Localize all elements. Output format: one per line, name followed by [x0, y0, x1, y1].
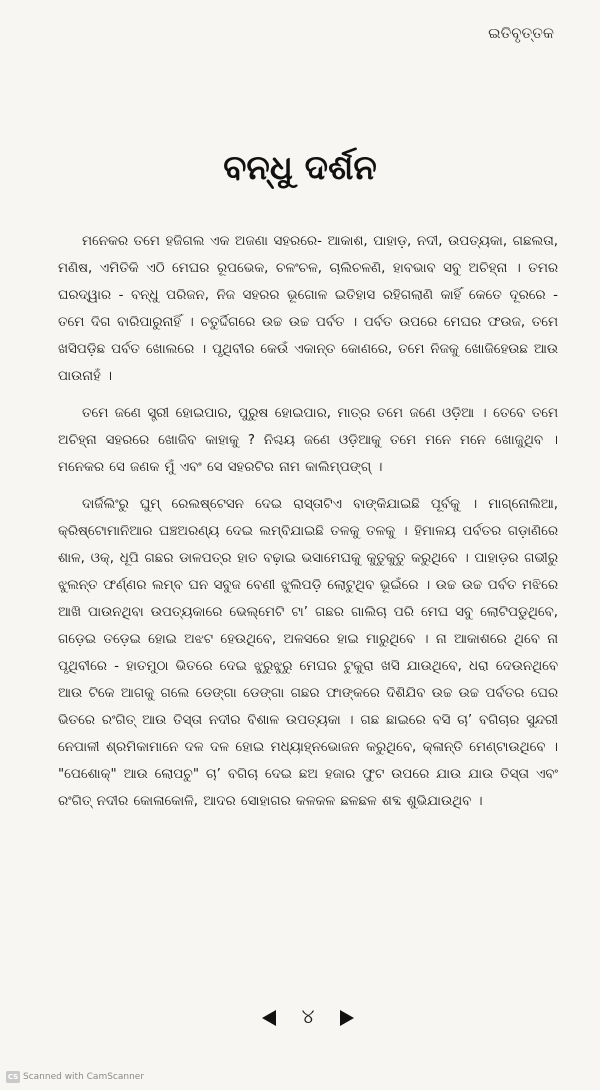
chapter-body	[58, 228, 558, 825]
chapter-title: ବନ୍ଧୁ ଦର୍ଶନ	[223, 148, 377, 188]
scanner-watermark-text: Scanned with CamScanner	[23, 1072, 145, 1082]
running-header: ଇତିବୃତ୍ତକ	[488, 24, 554, 42]
scanner-watermark	[6, 1070, 144, 1084]
paragraph-2: ତମେ ଜଣେ ସ୍ତ୍ରୀ ହୋଇପାର, ପୁରୁଷ ହୋଇପାର, ମାତ୍ର ତମେ ଜଣେ ଓଡ଼ିଆ । ତେବେ ତମେ ଅଚିହ୍ନା ସହରରେ ଖୋଜିବ କାହାକୁ ? ନିଶ୍ଚୟ ଜଣେ ଓଡ଼ିଆକୁ ତମେ ମନେ ମନେ ଖୋଜୁଥିବ । ମନେକର ସେ ଜଣକ ମୁଁ ଏବଂ ସେ ସହରଟିର ନାମ କାଲିମ୍ପଙ୍ଗ୍ ।	[58, 406, 558, 475]
paragraph-1: ମନେକର ତମେ ହଜିଗଲ ଏକ ଅଜଣା ସହରରେ- ଆକାଶ, ପାହାଡ଼, ନଦୀ, ଉପତ୍ୟକା, ଗଛଲତା, ମଣିଷ, ଏମିତିକି ଏଠି ମେଘର ରୂପଭେକ, ଚଳଂଚଳ, ଚାଲିଚଳଣି, ହାବଭାବ ସବୁ ଅଚିହ୍ନା । ତମର ଘରଦ୍ୱାର - ବନ୍ଧୁ ପରିଜନ, ନିଜ ସହରର ଭୂଗୋଳ ଇତିହାସ ରହିଗଲାଣି କାହିଁ କେତେ ଦୂରରେ - ତମେ ଦିଗ ବାରିପାରୁନାହିଁ । ଚତୁର୍ଦ୍ଦିଗରେ ଉଚ୍ଚ ଉଚ୍ଚ ପର୍ବତ । ପର୍ବତ ଉପରେ ମେଘର ଫଉଜ, ତମେ ଖସିପଡ଼ିଛ ପର୍ବତ ଖୋଲରେ । ପୃଥିବୀର କେଉଁ ଏକାନ୍ତ କୋଣରେ, ତମେ ନିଜକୁ ଖୋଜିହେଉଛ ଆଉ ପାଉନାହଁ ।	[58, 234, 558, 384]
page-number: ୪	[301, 1004, 315, 1028]
camscanner-logo-icon: CS	[7, 1073, 19, 1081]
triangle-right-icon	[340, 1010, 354, 1026]
triangle-left-icon	[262, 1010, 276, 1026]
page-footer	[0, 1004, 600, 1034]
paragraph-3: ଦାର୍ଜିଲିଂରୁ ଘୁମ୍ ରେଲଷ୍ଟେସନ ଦେଇ ରାସ୍ତାଟିଏ ବାଙ୍କିଯାଇଛି ପୂର୍ବକୁ । ମାଗ୍ନୋଲିଆ, କ୍ରିଷ୍ଟୋମାନିଆର ଘଞ୍ଚଅରଣ୍ୟ ଦେଇ ଲମ୍ବିଯାଇଛି ତଳକୁ ତଳକୁ । ହିମାଳୟ ପର୍ବତର ଗଡ଼ାଣିରେ ଶାଳ, ଓକ୍, ଧୂପି ଗଛର ଡାଳପତ୍ର ହାତ ବଢ଼ାଇ ଭସାମେଘକୁ କୁତୁକୁତୁ କରୁଥିବେ । ପାହାଡ଼ର ଗଭୀରୁ ଝୁଲନ୍ତ ଫର୍ଣ୍ଣର ଲମ୍ବ ଘନ ସବୁଜ ବେଣୀ ଝୁଲିପଡ଼ି ଲୋଟୁଥିବ ଭୂଇଁରେ । ଉଚ୍ଚ ଉଚ୍ଚ ପର୍ବତ ମଝିରେ ଆଖି ପାଉନଥିବା ଉପତ୍ୟକାରେ ଭେଲ୍‌ମେଟି ଟା’ ଗଛର ଗାଲିଚା ପରି ମେଘ ସବୁ ଲୋଟିପଡୁଥିବେ, ଗଡ଼େଇ ତଡ଼େଇ ହୋଇ ଅଝଟ ହେଉଥିବେ, ଅଳସରେ ହାଇ ମାରୁଥିବେ । ନା ଆକାଶରେ ଥିବେ ନା ପୃଥିବୀରେ - ହାତମୁଠା ଭିତରେ ଦେଇ ଝୁରୁଝୁରୁ ମେଘର ଟୁକୁରା ଖସି ଯାଉଥିବେ, ଧରା ଦେଉନଥିବେ ଆଉ ଟିକେ ଆଗକୁ ଗଲେ ଡେଙ୍ଗା ଡେଙ୍ଗା ଗଛର ଫାଙ୍କରେ ଦିଶିଯିବ ଉଚ୍ଚ ଉଚ୍ଚ ପର୍ବତର ଘେର ଭିତରେ ରଂଗିତ୍ ଆଉ ତିସ୍ତା ନଦୀର ବିଶାଳ ଉପତ୍ୟକା । ଗଛ ଛାଇରେ ବସି ଚା’ ବଗିଚାର ସୁନ୍ଦରୀ ନେପାଳୀ ଶ୍ରମିକାମାନେ ଦଳ ଦଳ ହୋଇ ମଧ୍ୟାହ୍ନଭୋଜନ କରୁଥିବେ, କ୍ଳାନ୍ତି ମେଣ୍ଟାଉଥିବେ । "ପେଶୋକ୍" ଆଉ ଲୋପଚୁ" ଚା’ ବଗିଚା ଦେଇ ଛଅ ହଜାର ଫୁଟ ଉପରେ ଯାଉ ଯାଉ ତିସ୍ତା ଏବଂ ରଂଗିତ୍ ନଦୀର କୋଳାକୋଳି, ଆଦର ସୋହାଗର କଳକଳ ଛଳଛଳ ଶବ୍ଦ ଶୁଭିଯାଉଥିବ ।	[58, 497, 558, 809]
